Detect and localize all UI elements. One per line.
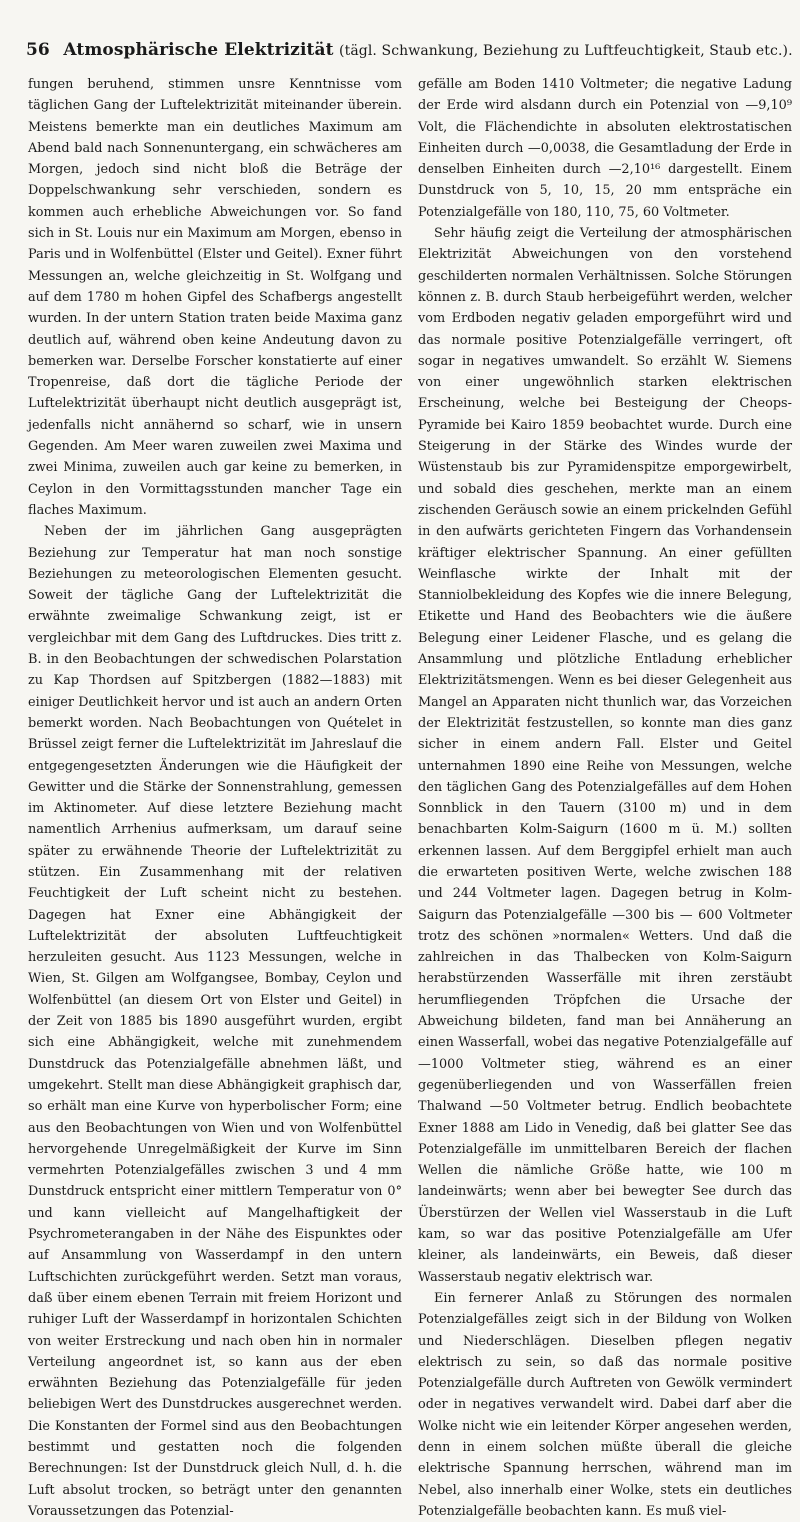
paragraph: Ein fernerer Anlaß zu Störungen des normalen Potenzialgefälles zeigt sich in der Bildung von Wolken und Niederschlägen. Dieselben pflegen negativ elektrisch zu sein, so daß das normale positive Potenzialgefälle durch Auftreten von Gewölk vermindert oder in negatives verwandelt wird. Dabei darf aber die Wolke nicht wie ein leitender Körper angesehen werden, denn in einem solchen müßte überall die gleiche elektrische Spannung herrschen, während man im Nebel, also innerhalb einer Wolke, stets ein deutliches Potenzialgefälle beobachten kann. Es muß viel- bbox=[418, 1290, 792, 1519]
left-column bbox=[28, 74, 402, 1519]
paragraph: Sehr häufig zeigt die Verteilung der atmosphärischen Elektrizität Abweichungen von den vorstehend geschilderten normalen Verhältnissen. Solche Störungen können z. B. durch Staub herbeigeführt werden, welcher vom Erdboden negativ geladen emporgeführt wird und das normale positive Potenzialgefälle verringert, oft sogar in negatives umwandelt. So erzählt W. Siemens von einer ungewöhnlich starken elektrischen Erscheinung, welche bei Besteigung der Cheops-Pyramide bei Kairo 1859 beobachtet wurde. Durch eine Steigerung in der Stärke des Windes wurde der Wüstenstaub bis zur Pyramidenspitze emporgewirbelt, und sobald dies geschehen, merkte man an einem zischenden Geräusch sowie an einem prickelnden Gefühl in den aufwärts gerichteten Fingern das Vorhandensein kräftiger elektrischer Spannung. An einer gefüllten Weinflasche wirkte der Inhalt mit der Stanniolbekleidung des Kopfes wie die innere Belegung, Etikette und Hand des Beobachters wie die äußere Belegung einer Leidener Flasche, und es gelang die Ansammlung und plötzliche Entladung erheblicher Elektrizitätsmengen. Wenn es bei dieser Gelegenheit aus Mangel an Apparaten nicht thunlich war, das Vorzeichen der Elektrizität festzustellen, so konnte man dies ganz sicher in einem andern Fall. Elster und Geitel unternahmen 1890 eine Reihe von Messungen, welche den täglichen Gang des Potenzialgefälles auf dem Hohen Sonnblick in den Tauern (3100 m) und in dem benachbarten Kolm-Saigurn (1600 m ü. M.) sollten erkennen lassen. Auf dem Berggipfel erhielt man auch die erwarteten positiven Werte, welche zwischen 188 und 244 Voltmeter lagen. Dagegen betrug in Kolm-Saigurn das Potenzialgefälle —300 bis — 600 Voltmeter trotz des schönen »normalen« Wetters. Und daß die zahlreichen in das Thalbecken von Kolm-Saigurn herabstürzenden Wasserfälle mit ihren zerstäubt herumfliegenden Tröpfchen die Ursache der Abweichung bildeten, fand man bei Annäherung an einen Wasserfall, wobei das negative Potenzialgefälle auf —1000 Voltmeter stieg, während es an einer gegenüberliegenden und von Wasserfällen freien Thalwand —50 Voltmeter betrug. Endlich beobachtete Exner 1888 am Lido in Venedig, daß bei glatter See das Potenzialgefälle im unmittelbaren Bereich der flachen Wellen die nämliche Größe hatte, wie 100 m landeinwärts; wenn aber bei bewegter See durch das Überstürzen der Wellen viel Wasserstaub in die Luft kam, so war das positive Potenzialgefälle am Ufer kleiner, als landeinwärts, ein Beweis, daß dieser Wasserstaub negativ elektrisch war. bbox=[418, 226, 792, 1285]
page-number: 56 bbox=[26, 40, 50, 60]
paragraph: gefälle am Boden 1410 Voltmeter; die negative Ladung der Erde wird alsdann durch ein Potenzial von —9,10⁹ Volt, die Flächendichte in absoluten elektrostatischen Einheiten durch —0,0038, die Gesamtladung der Erde in denselben Einheiten durch —2,10¹⁶ dargestellt. Einem Dunstdruck von 5, 10, 15, 20 mm entspräche ein Potenzialgefälle von 180, 110, 75, 60 Voltmeter. bbox=[418, 77, 792, 220]
page-title: Atmosphärische Elektrizität bbox=[63, 40, 334, 60]
running-head bbox=[26, 40, 793, 70]
page-subtitle: (tägl. Schwankung, Beziehung zu Luftfeuchtigkeit, Staub etc.). bbox=[339, 43, 793, 59]
paragraph: Neben der im jährlichen Gang ausgeprägten Beziehung zur Temperatur hat man noch sonstige Beziehungen zu meteorologischen Elementen gesucht. Soweit der tägliche Gang der Luftelektrizität die erwähnte zweimalige Schwankung zeigt, ist er vergleichbar mit dem Gang des Luftdruckes. Dies tritt z. B. in den Beobachtungen der schwedischen Polarstation zu Kap Thordsen auf Spitzbergen (1882—1883) mit einiger Deutlichkeit hervor und ist auch an andern Orten bemerkt worden. Nach Beobachtungen von Quételet in Brüssel zeigt ferner die Luftelektrizität im Jahreslauf die entgegengesetzten Änderungen wie die Häufigkeit der Gewitter und die Stärke der Sonnenstrahlung, gemessen im Aktinometer. Auf diese letztere Beziehung macht namentlich Arrhenius aufmerksam, um darauf seine später zu erwähnende Theorie der Luftelektrizität zu stützen. Ein Zusammenhang mit der relativen Feuchtigkeit der Luft scheint nicht zu bestehen. Dagegen hat Exner eine Abhängigkeit der Luftelektrizität der absoluten Luftfeuchtigkeit herzuleiten gesucht. Aus 1123 Messungen, welche in Wien, St. Gilgen am Wolfgangsee, Bombay, Ceylon und Wolfenbüttel (an diesem Ort von Elster und Geitel) in der Zeit von 1885 bis 1890 ausgeführt wurden, ergibt sich eine Abhängigkeit, welche mit zunehmendem Dunstdruck das Potenzialgefälle abnehmen läßt, und umgekehrt. Stellt man diese Abhängigkeit graphisch dar, so erhält man eine Kurve von hyperbolischer Form; eine aus den Beobachtungen von Wien und von Wolfenbüttel hervorgehende Unregelmäßigkeit der Kurve im Sinn vermehrten Potenzialgefälles zwischen 3 und 4 mm Dunstdruck entspricht einer mittlern Temperatur von 0° und kann vielleicht auf Mangelhaftigkeit der Psychrometerangaben in der Nähe des Eispunktes oder auf Ansammlung von Wasserdampf in den untern Luftschichten zurückgeführt werden. Setzt man voraus, daß über einem ebenen Terrain mit freiem Horizont und ruhiger Luft der Wasserdampf in horizontalen Schichten von weiter Erstreckung und nach oben hin in normaler Verteilung angeordnet ist, so kann aus der eben erwähnten Beziehung das Potenzialgefälle für jeden beliebigen Wert des Dunstdruckes ausgerechnet werden. Die Konstanten der Formel sind aus den Beobachtungen bestimmt und gestatten noch die folgenden Berechnungen: Ist der Dunstdruck gleich Null, d. h. die Luft absolut trocken, so beträgt unter den genannten Voraussetzungen das Potenzial- bbox=[28, 524, 402, 1519]
right-column bbox=[418, 74, 792, 1519]
paragraph: fungen beruhend, stimmen unsre Kenntnisse vom täglichen Gang der Luftelektrizität miteinander überein. Meistens bemerkte man ein deutliches Maximum am Abend bald nach Sonnenuntergang, ein schwächeres am Morgen, jedoch sind nicht bloß die Beträge der Doppelschwankung sehr verschieden, sondern es kommen auch erhebliche Abweichungen vor. So fand sich in St. Louis nur ein Maximum am Morgen, ebenso in Paris und in Wolfenbüttel (Elster und Geitel). Exner führt Messungen an, welche gleichzeitig in St. Wolfgang und auf dem 1780 m hohen Gipfel des Schafbergs angestellt wurden. In der untern Station traten beide Maxima ganz deutlich auf, während oben keine Andeutung davon zu bemerken war. Derselbe Forscher konstatierte auf einer Tropenreise, daß dort die tägliche Periode der Luftelektrizität überhaupt nicht deutlich ausgeprägt ist, jedenfalls nicht annähernd so scharf, wie in unsern Gegenden. Am Meer waren zuweilen zwei Maxima und zwei Minima, zuweilen auch gar keine zu bemerken, in Ceylon in den Vormittagsstunden mancher Tage ein flaches Maximum. bbox=[28, 77, 402, 518]
